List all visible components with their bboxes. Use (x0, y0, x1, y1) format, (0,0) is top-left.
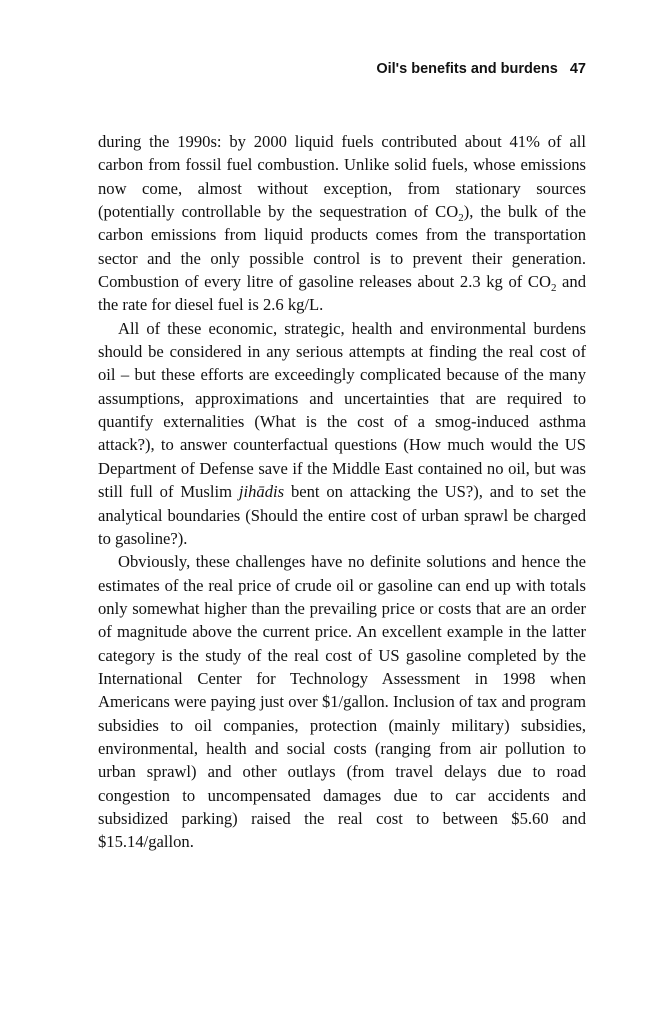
running-head (376, 60, 586, 78)
page-number: 47 (569, 61, 586, 77)
running-title: Oil's benefits and burdens (376, 61, 558, 77)
paragraph-1-text-c: and the rate for diesel fuel is 2.6 kg/L. (98, 272, 587, 315)
paragraph-3: Obviously, these challenges have no definite solutions and hence the estimates of the real price of crude oil or gasoline can end up with totals only somewhat higher than the prevailing price or costs that are an order of magnitude above the current price. An excellent example in the latter category is the study of the real cost of US gasoline completed by the International Center for Technology Assessment in 1998 when Americans were paying just over $1/gallon. Inclusion of tax and program subsidies to oil companies, protection (mainly military) subsidies, environmental, health and social costs (ranging from air pollution to urban sprawl) and other outlays (from travel delays due to road congestion to uncompensated damages due to car accidents and subsidized parking) raised the real cost to between $5.60 and $15.14/gallon. (98, 552, 586, 852)
paragraph-1-text-a: during the 1990s: by 2000 liquid fuels contributed about 41% of all carbon from fossil fuel combustion. Unlike solid fuels, whose emissions now come, almost without exception, from stationary sources (potentially controllable by the sequestration of CO (98, 132, 586, 222)
jihadis-italic: jihādis (238, 482, 285, 502)
paragraph-2-text-b: bent on attacking the US?), and to set the analytical boundaries (Should the entire cost of urban sprawl be charged to gasoline?). (98, 482, 586, 548)
paragraph-1 (98, 130, 586, 317)
paragraph-2 (98, 317, 586, 550)
co2-subscript-1: 2 (458, 212, 464, 225)
body-text (98, 130, 586, 854)
co2-subscript-2: 2 (550, 282, 557, 295)
paragraph-1-text-b: ), the bulk of the carbon emissions from liquid products comes from the transportation sector and the only possible control is to prevent their generation. Combustion of every litre of gasoline releases about 2.3 kg of CO (98, 202, 586, 292)
paragraph-2-text-a: All of these economic, strategic, health and environmental burdens should be considered in any serious attempts at finding the real cost of oil – but these efforts are exceedingly complicated because of the many assumptions, approximations and uncertainties that are required to quantify externalities (What is the cost of a smog-induced asthma attack?), to answer counterfactual questions (How much would the US Department of Defense save if the Middle East contained no oil, but was still full of Muslim (98, 318, 586, 502)
